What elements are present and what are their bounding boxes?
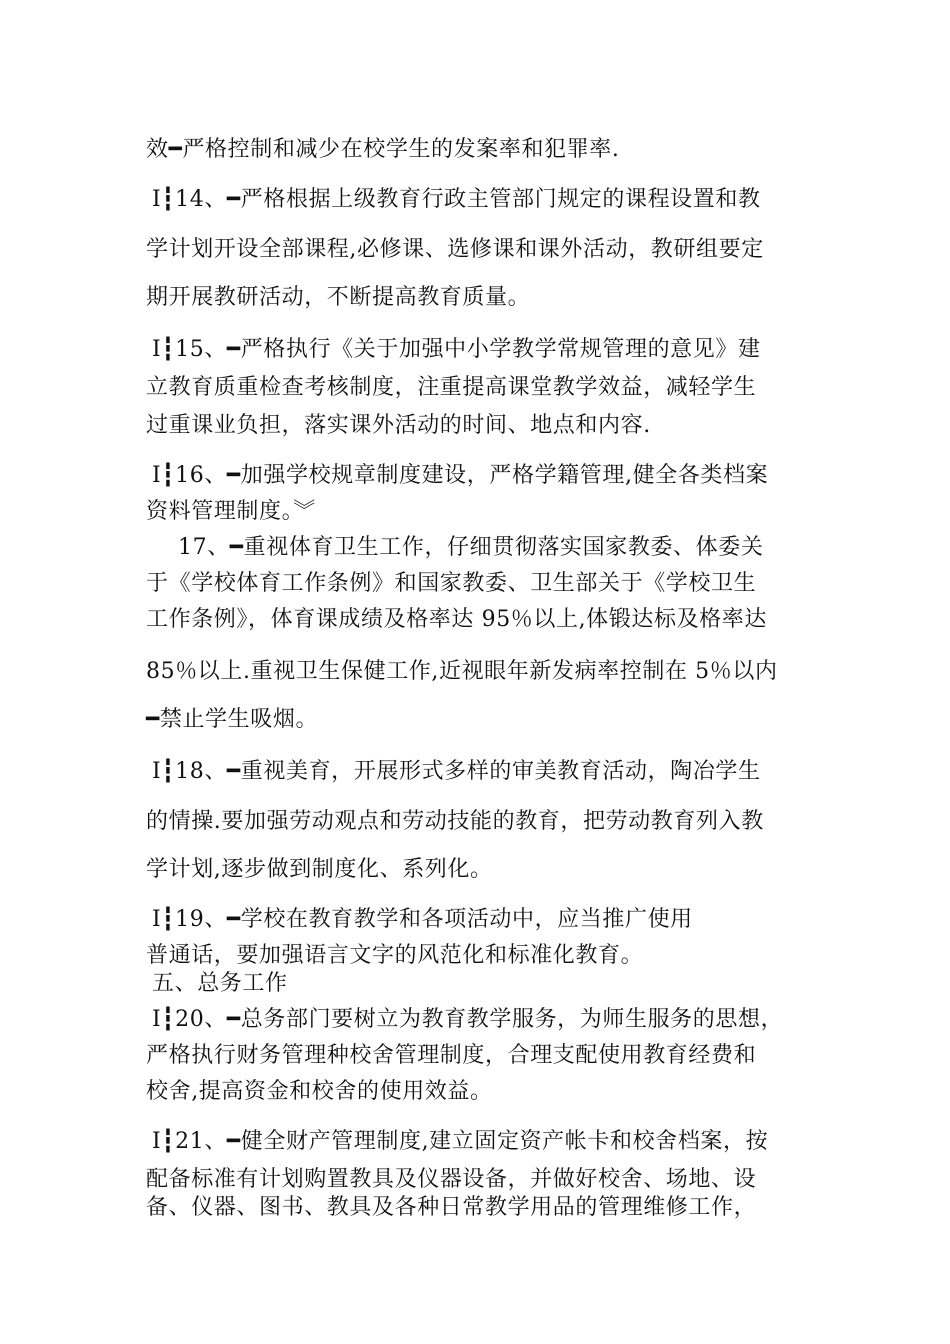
text-line: 学计划开设全部课程,必修课、选修课和课外活动，教研组要定	[146, 237, 764, 262]
text-line: 过重课业负担，落实课外活动的时间、地点和内容.	[146, 413, 651, 438]
text-line: 资料管理制度。︾	[146, 499, 316, 524]
paragraph-19-line: Ⅰ┇19、━学校在教育教学和各项活动中，应当推广使用	[152, 907, 693, 932]
text-line: 的情操.要加强劳动观点和劳动技能的教育，把劳动教育列入教	[146, 809, 764, 834]
text-line: 期开展教研活动，不断提高教育质量。	[146, 285, 531, 310]
paragraph-16-line: Ⅰ┇16、━加强学校规章制度建设，严格学籍管理,健全各类档案	[152, 463, 769, 488]
text-line: 配备标准有计划购置教具及仪器设备，并做好校舍、场地、设	[146, 1167, 757, 1192]
text-line: 于《学校体育工作条例》和国家教委、卫生部关于《学校卫生	[146, 571, 757, 596]
paragraph-20-line: Ⅰ┇20、━总务部门要树立为教育教学服务，为师生服务的思想，	[152, 1007, 784, 1032]
text-line: 备、仪器、图书、教具及各种日常教学用品的管理维修工作，	[146, 1195, 757, 1220]
text-line: 85％以上.重视卫生保健工作,近视眼年新发病率控制在 5％以内	[146, 659, 778, 684]
paragraph-15-line: Ⅰ┇15、━严格执行《关于加强中小学教学常规管理的意见》建	[152, 337, 761, 362]
paragraph-18-line: Ⅰ┇18、━重视美育，开展形式多样的审美教育活动，陶冶学生	[152, 759, 761, 784]
paragraph-17-line: 17、━重视体育卫生工作，仔细贯彻落实国家教委、体委关	[178, 535, 764, 560]
text-line: 立教育质重检查考核制度，注重提高课堂教学效益，减轻学生	[146, 375, 757, 400]
text-line: ━禁止学生吸烟。	[146, 707, 319, 732]
text-line: 校舍,提高资金和校舍的使用效益。	[146, 1079, 493, 1104]
text-line: 学计划,逐步做到制度化、系列化。	[146, 857, 493, 882]
text-line: 效━严格控制和减少在校学生的发案率和犯罪率.	[146, 137, 620, 162]
paragraph-21-line: Ⅰ┇21、━健全财产管理制度,建立固定资产帐卡和校舍档案，按	[152, 1129, 769, 1154]
paragraph-14-line: Ⅰ┇14、━严格根据上级教育行政主管部门规定的课程设置和教	[152, 187, 761, 212]
text-line: 严格执行财务管理种校舍管理制度，合理支配使用教育经费和	[146, 1043, 757, 1068]
text-line: 工作条例》，体育课成绩及格率达 95％以上,体锻达标及格率达	[146, 607, 767, 632]
section-heading: 五、总务工作	[152, 971, 288, 996]
text-line: 普通话，要加强语言文字的风范化和标准化教育。	[146, 943, 644, 968]
